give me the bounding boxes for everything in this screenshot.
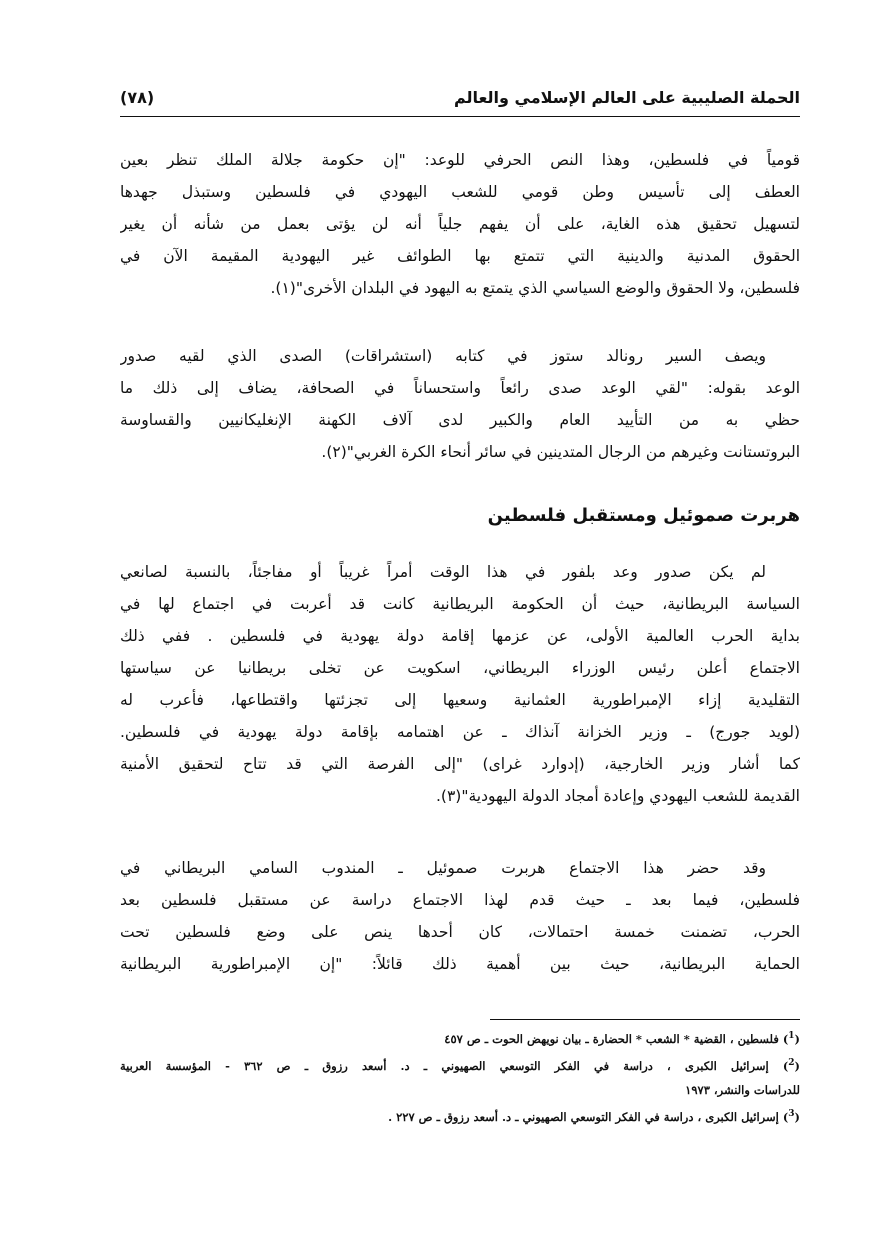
paragraph-3 — [120, 556, 800, 812]
text-line: حظي به من التأييد العام والكبير لدى آلاف الكهنة الإنغليكانيين والقساوسة — [120, 411, 800, 429]
text-line: الحرب، تضمنت خمسة احتمالات، كان أحدها ينص على وضع فلسطين تحت — [120, 923, 800, 941]
text-line: قومياً في فلسطين، وهذا النص الحرفي للوعد: "إن حكومة جلالة الملك تنظر بعين — [120, 151, 800, 169]
text-line: العطف إلى تأسيس وطن قومي للشعب اليهودي في فلسطين وستبذل جهدها — [120, 183, 800, 201]
text-line: فلسطين، ولا الحقوق والوضع السياسي الذي يتمتع به اليهود في البلدان الأخرى"(١). — [270, 279, 800, 297]
paragraph-1 — [120, 144, 800, 304]
text-line: ويصف السير رونالد ستوز في كتابه (استشراقات) الصدى الذي لقيه صدور — [120, 347, 766, 365]
footnote-1: ($^1$) فلسطين ، القضية * الشعب * الحضارة ـ بيان نويهض الحوت ـ ص ٤٥٧ — [444, 1031, 800, 1046]
text-line: التقليدية إزاء الإمبراطورية العثمانية وسعيها إلى تجزئتها واقتطاعها، فأعرب له — [120, 691, 800, 709]
text-line: (لويد جورج) ـ وزير الخزانة آنذاك ـ عن اهتمامه بإقامة دولة يهودية في فلسطين. — [120, 723, 800, 741]
text-line: فلسطين، فيما بعد ـ حيث قدم لهذا الاجتماع دراسة عن مستقبل فلسطين بعد — [120, 891, 800, 909]
footnote-divider — [490, 1019, 800, 1020]
page-number: (٧٨) — [120, 88, 155, 107]
footnote-2-continued: للدراسات والنشر، ١٩٧٣ — [685, 1082, 800, 1097]
paragraph-2 — [120, 340, 800, 468]
footnote-3: ($^3$) إسرائيل الكبرى ، دراسة في الفكر التوسعي الصهيوني ـ د. أسعد رزوق ـ ص ٢٢٧ . — [388, 1108, 800, 1124]
footnotes — [120, 1024, 800, 1128]
paragraph-4 — [120, 852, 800, 980]
footnote-text: فلسطين ، القضية * الشعب * الحضارة ـ بيان نويهض الحوت ـ ص ٤٥٧ — [444, 1031, 779, 1046]
footnote-marker: 2 — [788, 1057, 795, 1068]
text-line: بداية الحرب العالمية الأولى، عن عزمها إقامة دولة يهودية في فلسطين . ففي ذلك — [120, 627, 800, 645]
text-line: لتسهيل تحقيق هذه الغاية، على أن يفهم جلياً أنه لن يؤتى بعمل من شأنه أن يغير — [120, 215, 800, 233]
text-line: لم يكن صدور وعد بلفور في هذا الوقت أمراً غريباً أو مفاجئاً، بالنسبة لصانعي — [120, 563, 766, 581]
footnote-marker: 1 — [788, 1031, 795, 1041]
text-line: البروتستانت وغيرهم من الرجال المتدينين في سائر أنحاء الكرة الغربي"(٢). — [321, 443, 800, 461]
text-line: كما أشار وزير الخارجية، (إدوارد غراى) "إلى الفرصة التي قد تتاح لتحقيق الأمنية — [120, 755, 800, 773]
text-line: الوعد بقوله: "لقي الوعد صدى رائعاً واستحساناً في الصحافة، يضاف إلى ذلك ما — [120, 379, 800, 397]
text-line: الاجتماع أعلن رئيس الوزراء البريطاني، اسكويت عن تخلى بريطانيا عن سياستها — [120, 659, 800, 677]
footnote-marker: 3 — [788, 1108, 795, 1119]
text-line: السياسة البريطانية، حيث أن الحكومة البريطانية كانت قد أعربت في اجتماع لها في — [120, 595, 800, 613]
footnote-text: إسرائيل الكبرى ، دراسة في الفكر التوسعي الصهيوني ـ د. أسعد رزوق ـ ص ٣٦٢ - المؤسسة العربية — [120, 1058, 769, 1073]
section-heading: هربرت صموئيل ومستقبل فلسطين — [487, 505, 800, 526]
text-line: الحماية البريطانية، حيث بين أهمية ذلك قائلاً: "إن الإمبراطورية البريطانية — [120, 955, 800, 973]
book-title: الحملة الصليبية على العالم الإسلامي والعالم — [453, 88, 800, 107]
footnote-text: إسرائيل الكبرى ، دراسة في الفكر التوسعي الصهيوني ـ د. أسعد رزوق ـ ص ٢٢٧ . — [388, 1109, 779, 1124]
footnote-2: ($^2$) إسرائيل الكبرى ، دراسة في الفكر التوسعي الصهيوني ـ د. أسعد رزوق ـ ص ٣٦٢ - المؤسسة العربية — [120, 1057, 800, 1073]
running-header — [120, 86, 800, 117]
text-line: الحقوق المدنية والدينية التي تتمتع بها الطوائف غير اليهودية المقيمة الآن في — [120, 247, 800, 265]
text-line: وقد حضر هذا الاجتماع هربرت صموئيل ـ المندوب السامي البريطاني في — [120, 859, 766, 877]
text-line: القديمة للشعب اليهودي وإعادة أمجاد الدولة اليهودية"(٣). — [435, 787, 800, 805]
